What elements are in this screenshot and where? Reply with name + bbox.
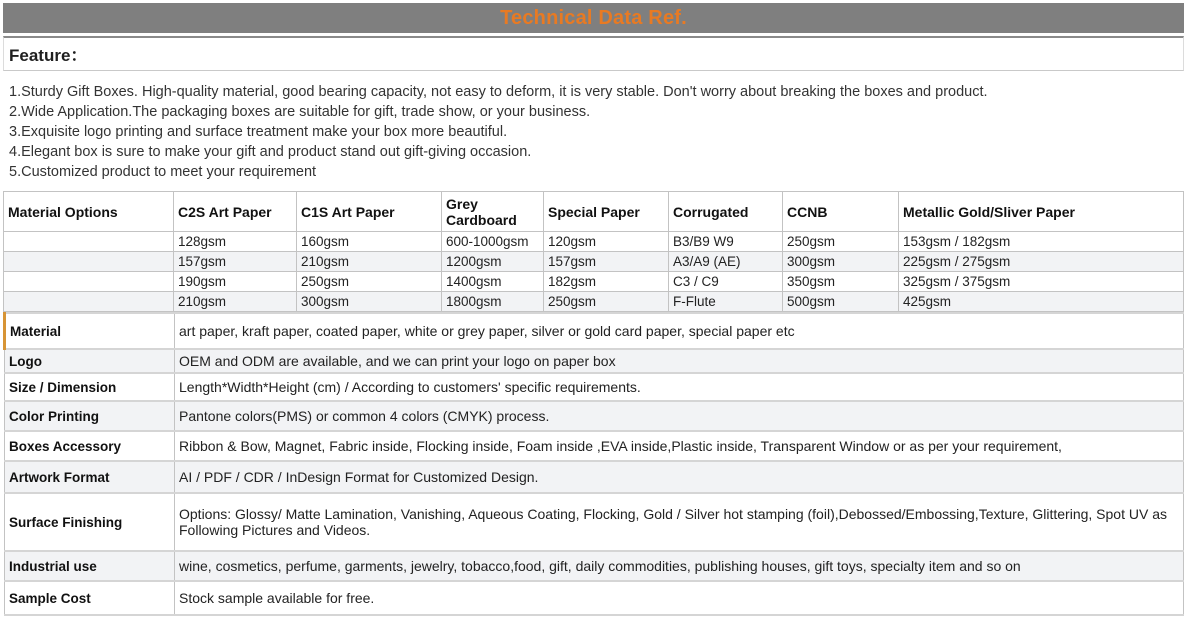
gsm-cell: 210gsm [297,252,442,272]
spec-value: AI / PDF / CDR / InDesign Format for Customized Design. [175,461,1184,493]
empty-cell [4,292,174,312]
gsm-cell: 250gsm [544,292,669,312]
spec-label: Size / Dimension [5,373,175,401]
table-row [4,292,1184,312]
empty-cell [4,252,174,272]
feature-list [3,71,1184,191]
spec-row-boxes-accessory [5,431,1184,461]
header-cell-grey-cardboard: Grey Cardboard [442,192,544,232]
gsm-cell: 250gsm [297,272,442,292]
feature-item: 5.Customized product to meet your requirement [9,164,317,180]
spec-label: Material [5,313,175,349]
gsm-cell: 157gsm [174,252,297,272]
spec-value: OEM and ODM are available, and we can print your logo on paper box [175,349,1184,373]
gsm-cell: 1800gsm [442,292,544,312]
gsm-cell: 250gsm [783,232,899,252]
spec-label: Sample Cost [5,581,175,615]
spec-row-surface-finishing [5,493,1184,551]
gsm-cell: 300gsm [297,292,442,312]
spec-value: Options: Glossy/ Matte Lamination, Vanishing, Aqueous Coating, Flocking, Gold / Silver hot stamping (foil),Debossed/Embossing,Texture, Glittering, Spot UV as Following Pictures and Videos. [175,493,1184,551]
spec-label: Boxes Accessory [5,431,175,461]
table-row [4,232,1184,252]
spec-row-logo [5,349,1184,373]
gsm-cell: 600-1000gsm [442,232,544,252]
gsm-cell: 1200gsm [442,252,544,272]
gsm-cell: 160gsm [297,232,442,252]
spec-value: Pantone colors(PMS) or common 4 colors (CMYK) process. [175,401,1184,431]
gsm-cell: 157gsm [544,252,669,272]
header-cell-c1s: C1S Art Paper [297,192,442,232]
spec-row-artwork-format [5,461,1184,493]
gsm-cell: 128gsm [174,232,297,252]
gsm-cell: F-Flute [669,292,783,312]
feature-heading-box [3,36,1184,71]
gsm-cell: 190gsm [174,272,297,292]
gsm-cell: 182gsm [544,272,669,292]
gsm-cell: 350gsm [783,272,899,292]
spec-label: Artwork Format [5,461,175,493]
gsm-cell: B3/B9 W9 [669,232,783,252]
header-cell-material-options: Material Options [4,192,174,232]
gsm-cell: 210gsm [174,292,297,312]
technical-data-section [3,3,1184,616]
spec-row-color-printing [5,401,1184,431]
feature-heading: Feature： [9,46,88,65]
header-cell-metallic: Metallic Gold/Sliver Paper [899,192,1184,232]
specifications-table [3,312,1184,616]
spec-value: wine, cosmetics, perfume, garments, jewelry, tobacco,food, gift, daily commodities, publishing houses, gift toys, specialty item and so on [175,551,1184,581]
spec-row-size-dimension [5,373,1184,401]
header-cell-corrugated: Corrugated [669,192,783,232]
empty-cell [4,272,174,292]
spec-value: Ribbon & Bow, Magnet, Fabric inside, Flocking inside, Foam inside ,EVA inside,Plastic inside, Transparent Window or as per your requirement, [175,431,1184,461]
spec-label: Color Printing [5,401,175,431]
feature-item: 3.Exquisite logo printing and surface treatment make your box more beautiful. [9,124,508,140]
feature-item: 4.Elegant box is sure to make your gift and product stand out gift-giving occasion. [9,144,532,160]
header-cell-c2s: C2S Art Paper [174,192,297,232]
spec-row-industrial-use [5,551,1184,581]
section-title: Technical Data Ref. [500,6,687,29]
gsm-cell: 153gsm / 182gsm [899,232,1184,252]
feature-item: 2.Wide Application.The packaging boxes are suitable for gift, trade show, or your business. [9,104,591,120]
spec-label: Logo [5,349,175,373]
material-options-table [3,191,1184,312]
header-cell-ccnb: CCNB [783,192,899,232]
gsm-cell: 425gsm [899,292,1184,312]
gsm-cell: 300gsm [783,252,899,272]
spec-row-material [5,313,1184,349]
gsm-cell: 225gsm / 275gsm [899,252,1184,272]
empty-cell [4,232,174,252]
spec-row-sample-cost [5,581,1184,615]
spec-label: Surface Finishing [5,493,175,551]
spec-value: Length*Width*Height (cm) / According to customers' specific requirements. [175,373,1184,401]
gsm-cell: 500gsm [783,292,899,312]
gsm-cell: A3/A9 (AE) [669,252,783,272]
header-cell-special-paper: Special Paper [544,192,669,232]
table-header-row [4,192,1184,232]
gsm-cell: 1400gsm [442,272,544,292]
spec-label: Industrial use [5,551,175,581]
feature-item: 1.Sturdy Gift Boxes. High-quality material, good bearing capacity, not easy to deform, it is very stable. Don't worry about breaking the boxes and product. [9,84,988,100]
spec-value: Stock sample available for free. [175,581,1184,615]
spec-value: art paper, kraft paper, coated paper, white or grey paper, silver or gold card paper, special paper etc [175,313,1184,349]
gsm-cell: 325gsm / 375gsm [899,272,1184,292]
table-row [4,252,1184,272]
section-title-banner [3,3,1184,33]
table-row [4,272,1184,292]
gsm-cell: 120gsm [544,232,669,252]
gsm-cell: C3 / C9 [669,272,783,292]
